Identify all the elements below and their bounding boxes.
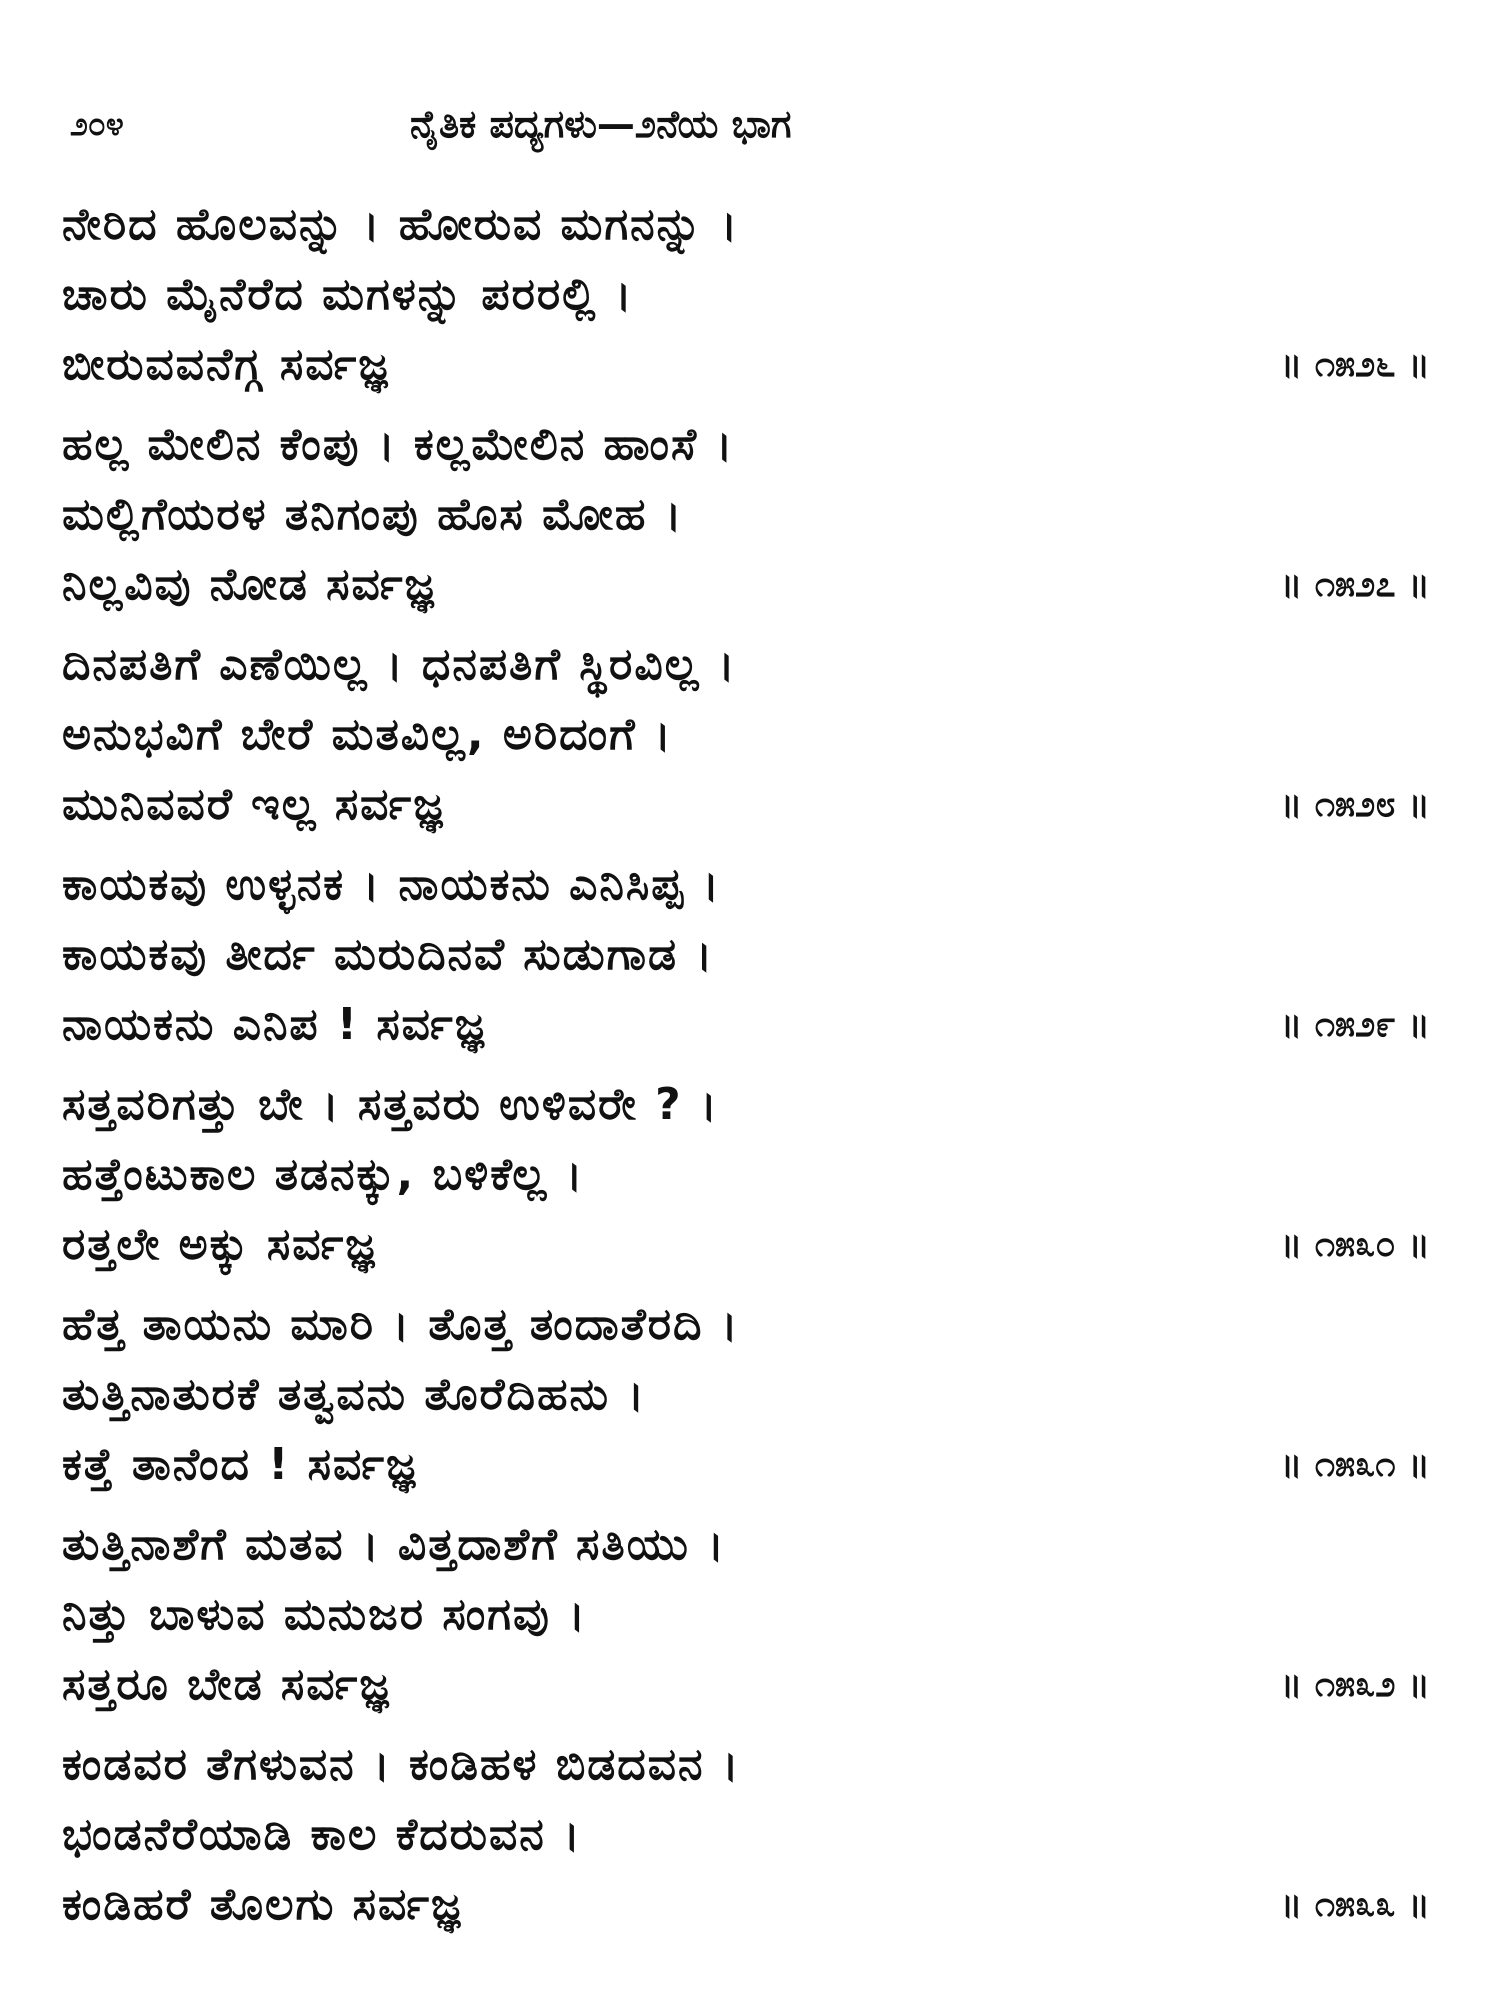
verse-line: ಕಂಡಿಹರೆ ತೊಲಗು ಸರ್ವಜ್ಞ: [62, 1879, 463, 1930]
verse-number: ॥ ೧೫೩೦ ॥: [1280, 1224, 1430, 1265]
verse: [62, 1290, 1442, 1510]
verse-line: ಕತ್ತೆ ತಾನೆಂದ ! ಸರ್ವಜ್ಞ: [62, 1439, 418, 1490]
verse-line: ತುತ್ತಿನಾತುರಕೆ ತತ್ವವನು ತೊರೆದಿಹನು ।: [62, 1369, 646, 1420]
verse-line: ನಿತ್ತು ಬಾಳುವ ಮನುಜರ ಸಂಗವು ।: [62, 1589, 587, 1640]
verse-line: ಹತ್ತೆಂಟುಕಾಲ ತಡನಕ್ಕು, ಬಳಿಕೆಲ್ಲ ।: [62, 1149, 585, 1200]
verse-line: ಕಂಡವರ ತೆಗಳುವನ । ಕಂಡಿಹಳ ಬಿಡದವನ ।: [62, 1739, 741, 1790]
verse-line: ಅನುಭವಿಗೆ ಬೇರೆ ಮತವಿಲ್ಲ, ಅರಿದಂಗೆ ।: [62, 709, 673, 760]
verse-line: ಸತ್ತರೂ ಬೇಡ ಸರ್ವಜ್ಞ: [62, 1659, 391, 1710]
verse-number: ॥ ೧೫೩೧ ॥: [1280, 1444, 1430, 1485]
verse-line: ಬೀರುವವನೆಗ್ಗ ಸರ್ವಜ್ಞ: [62, 339, 390, 390]
verse: [62, 850, 1442, 1070]
verse: [62, 1730, 1442, 1950]
verse: [62, 630, 1442, 850]
verse-number: ॥ ೧೫೩೨ ॥: [1280, 1664, 1430, 1705]
page-number: ೨೦೪: [70, 105, 124, 143]
verse-line: ಹಲ್ಲ ಮೇಲಿನ ಕೆಂಪು । ಕಲ್ಲಮೇಲಿನ ಹಾಂಸೆ ।: [62, 419, 735, 470]
verse-line: ಕಾಯಕವು ತೀರ್ದ ಮರುದಿನವೆ ಸುಡುಗಾಡ ।: [62, 929, 715, 980]
verse-line: ಕಾಯಕವು ಉಳ್ಳನಕ । ನಾಯಕನು ಎನಿಸಿಪ್ಪ ।: [62, 859, 721, 910]
verse-number: ॥ ೧೫೨೭ ॥: [1280, 564, 1430, 605]
running-title: ನೈತಿಕ ಪದ್ಯಗಳು—೨ನೆಯ ಭಾಗ: [410, 102, 792, 146]
verse-line: ತುತ್ತಿನಾಶೆಗೆ ಮತವ । ವಿತ್ತದಾಶೆಗೆ ಸತಿಯು ।: [62, 1519, 726, 1570]
page-header: [70, 98, 1390, 150]
verse: [62, 1070, 1442, 1290]
verse-line: ನಿಲ್ಲವಿವು ನೋಡ ಸರ್ವಜ್ಞ: [62, 559, 436, 610]
verse-line: ಹೆತ್ತ ತಾಯನು ಮಾರಿ । ತೊತ್ತ ತಂದಾತೆರದಿ ।: [62, 1299, 740, 1350]
verse-line: ಸತ್ತವರಿಗತ್ತು ಬೇ । ಸತ್ತವರು ಉಳಿವರೇ ? ।: [62, 1079, 719, 1130]
verse-line: ಮಲ್ಲಿಗೆಯರಳ ತನಿಗಂಪು ಹೊಸ ಮೋಹ ।: [62, 489, 684, 540]
verse-list: [62, 190, 1442, 1950]
verse-number: ॥ ೧೫೨೬ ॥: [1280, 344, 1430, 385]
verse-line: ರತ್ತಲೇ ಅಕ್ಕು ಸರ್ವಜ್ಞ: [62, 1219, 377, 1270]
verse-number: ॥ ೧೫೨೯ ॥: [1280, 1004, 1430, 1045]
verse: [62, 1510, 1442, 1730]
verse-line: ನೇರಿದ ಹೊಲವನ್ನು । ಹೋರುವ ಮಗನನ್ನು ।: [62, 199, 740, 250]
verse: [62, 190, 1442, 410]
verse-line: ದಿನಪತಿಗೆ ಎಣೆಯಿಲ್ಲ । ಧನಪತಿಗೆ ಸ್ಥಿರವಿಲ್ಲ ।: [62, 639, 737, 690]
verse: [62, 410, 1442, 630]
verse-number: ॥ ೧೫೩೩ ॥: [1280, 1884, 1430, 1925]
verse-number: ॥ ೧೫೨೮ ॥: [1280, 784, 1430, 825]
verse-line: ಮುನಿವವರೆ ಇಲ್ಲ ಸರ್ವಜ್ಞ: [62, 779, 445, 830]
verse-line: ಭಂಡನೆರೆಯಾಡಿ ಕಾಲ ಕೆದರುವನ ।: [62, 1809, 582, 1860]
verse-line: ಚಾರು ಮೈನೆರೆದ ಮಗಳನ್ನು ಪರರಲ್ಲಿ ।: [62, 269, 634, 320]
verse-line: ನಾಯಕನು ಎನಿಪ ! ಸರ್ವಜ್ಞ: [62, 999, 486, 1050]
